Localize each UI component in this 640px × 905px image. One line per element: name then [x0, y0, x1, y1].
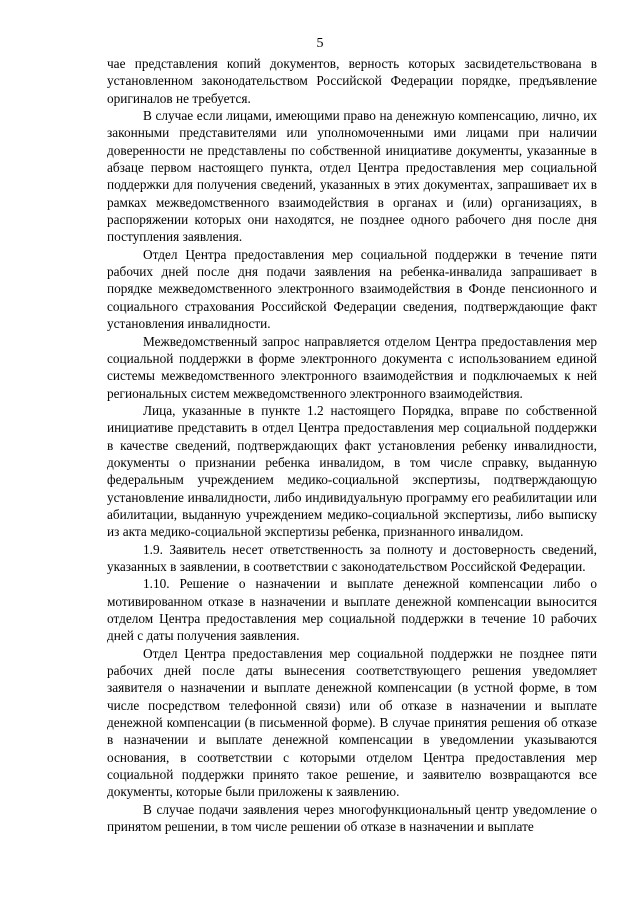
- paragraph-disability-request: Отдел Центра предоставления мер социальной поддержки в течение пяти рабочих дней после дня подачи заявления на ребенка-инвалида запрашивает в порядке межведомственного электронного взаимодействия в Фонде пенсионного и социального страхования Российской Федерации сведения, подтверждающие факт установления инвалидности.: [107, 246, 597, 332]
- paragraph-mfc-notification: В случае подачи заявления через многофункциональный центр уведомление о принятом решении, в том числе решении об отказе в назначении и выплате: [107, 801, 597, 835]
- paragraph-1-10: 1.10. Решение о назначении и выплате денежной компенсации либо о мотивированном отказе в назначении и выплате денежной компенсации выносится отделом Центра предоставления мер социальной поддержки в течение 10 рабочих дней с даты получения заявления.: [107, 576, 597, 644]
- paragraph-notification: Отдел Центра предоставления мер социальной поддержки не позднее пяти рабочих дней после даты вынесения соответствующего решения уведомляет заявителя о назначении и выплате денежной компенсации (в устной форме, в том числе посредством телефонной связи) или об отказе в назначении и выплате денежной компенсации (в письменной форме). В случае принятия решения об отказе в назначении и выплате денежной компенсации в уведомлении указываются основания, в соответствии с которыми отделом Центра предоставления мер социальной поддержки принято такое решение, и заявителю возвращаются все документы, которые были приложены к заявлению.: [107, 645, 597, 800]
- paragraph-documents-request: В случае если лицами, имеющими право на денежную компенсацию, лично, их законными представителями или уполномоченными ими лицами при наличии доверенности не представлены по собственной инициативе документы, указанные в абзаце первом настоящего пункта, отдел Центра предоставления мер социальной поддержки для получения сведений, указанных в этих документах, запрашивает их в рамках межведомственного взаимодействия в органах и (или) организациях, в распоряжении которых они находятся, не позднее одного рабочего дня после дня поступления заявления.: [107, 108, 597, 245]
- paragraph-interagency-request: Межведомственный запрос направляется отделом Центра предоставления мер социальной поддержки в форме электронного документа с использованием единой системы межведомственного электронного взаимодействия и подключаемых к ней региональных систем межведомственного электронного взаимодействия.: [107, 333, 597, 401]
- paragraph-own-initiative: Лица, указанные в пункте 1.2 настоящего Порядка, вправе по собственной инициативе представить в отдел Центра предоставления мер социальной поддержки в качестве сведений, подтверждающих факт установления ребенку инвалидности, документы о признании ребенка инвалидом, в том числе справку, выданную федеральным учреждением медико-социальной экспертизы, подтверждающую установление инвалидности, либо индивидуальную программу его реабилитации или абилитации, выданную учреждением медико-социальной экспертизы, либо выписку из акта медико-социальной экспертизы ребенка, признанного инвалидом.: [107, 402, 597, 540]
- page-number: 5: [316, 36, 324, 51]
- document-body: [107, 55, 597, 835]
- paragraph-continuation: чае представления копий документов, верность которых засвидетельствована в установленном законодательством Российской Федерации порядке, предъявление оригиналов не требуется.: [107, 56, 597, 106]
- paragraph-1-9: 1.9. Заявитель несет ответственность за полноту и достоверность сведений, указанных в заявлении, в соответствии с законодательством Российской Федерации.: [107, 541, 597, 574]
